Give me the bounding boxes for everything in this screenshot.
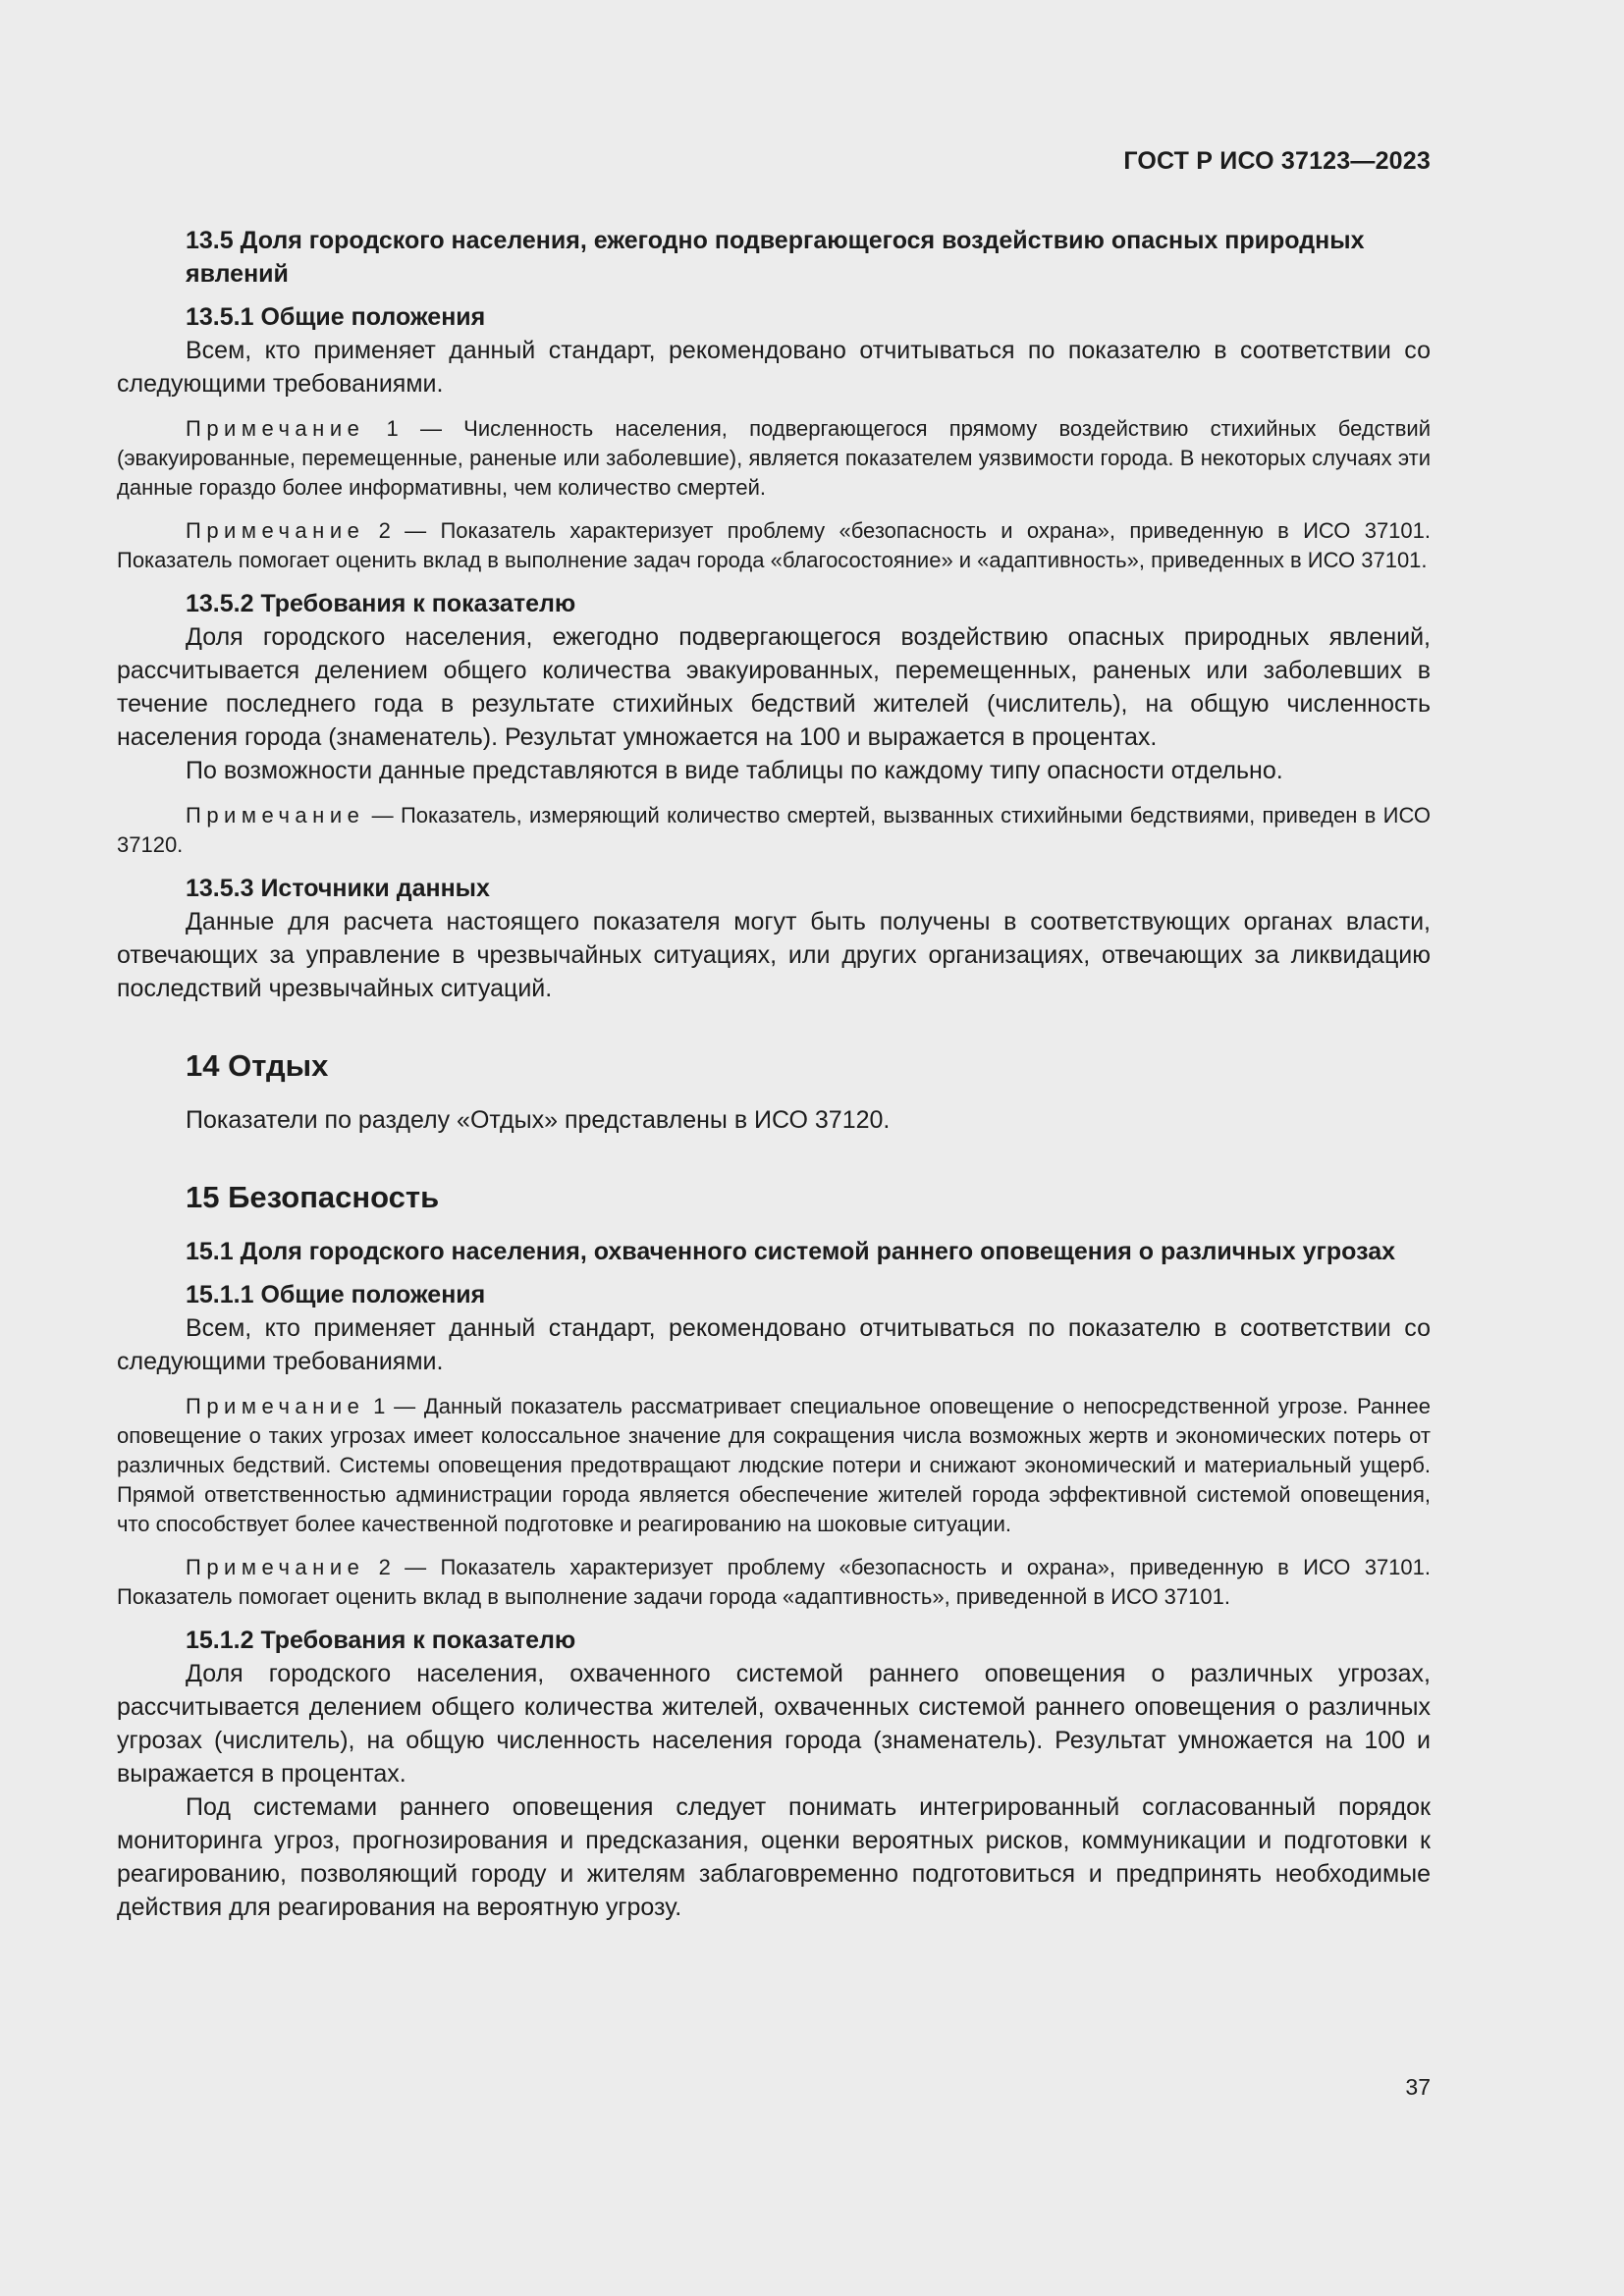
note-text: — Показатель, измеряющий количество смертей, вызванных стихийными бедствиями, приведен в ИСО 37120.	[117, 803, 1431, 857]
note	[117, 801, 1431, 860]
paragraph: Показатели по разделу «Отдых» представлены в ИСО 37120.	[186, 1106, 891, 1134]
note	[117, 1553, 1431, 1612]
section-15-1-1-title: 15.1.1 Общие положения	[186, 1281, 486, 1308]
section-15-1-2-title: 15.1.2 Требования к показателю	[186, 1627, 576, 1654]
section-13-5-title: 13.5 Доля городского населения, ежегодно подвергающегося воздействию опасных природных явлений	[186, 227, 1365, 288]
note-text: 1 — Данный показатель рассматривает специальное оповещение о непосредственной угрозе. Раннее оповещение о таких угрозах имеет колоссальное значение для сокращения числа возможных жертв и экономических потерь от различных бедствий. Системы оповещения предотвращают людские потери и снижают экономический и материальный ущерб. Прямой ответственностью администрации города является обеспечение жителей города эффективной системой оповещения, что способствует более качественной подготовке и реагированию на шоковые ситуации.	[117, 1394, 1431, 1536]
paragraph: Доля городского населения, охваченного системой раннего оповещения о различных угрозах, рассчитывается делением общего количества жителей, охваченных системой раннего оповещения о различных угрозах (числитель), на общую численность населения города (знаменатель). Результат умножается на 100 и выражается в процентах.	[117, 1660, 1431, 1788]
note-text: 1 — Численность населения, подвергающегося прямому воздействию стихийных бедствий (эвакуированные, перемещенные, раненые или заболевшие), является показателем уязвимости города. В некоторых случаях эти данные гораздо более информативны, чем количество смертей.	[117, 416, 1431, 500]
section-13-5-1-title: 13.5.1 Общие положения	[186, 303, 486, 331]
note-label: Примечание	[186, 416, 365, 441]
paragraph: Доля городского населения, ежегодно подвергающегося воздействию опасных природных явлений, рассчитывается делением общего количества эвакуированных, перемещенных, раненых или заболевших в течение последнего года в результате стихийных бедствий жителей (числитель), на общую численность населения города (знаменатель). Результат умножается на 100 и выражается в процентах.	[117, 623, 1431, 751]
document-page	[117, 0, 1431, 2296]
paragraph: По возможности данные представляются в виде таблицы по каждому типу опасности отдельно.	[186, 757, 1283, 784]
note	[117, 516, 1431, 575]
note-label: Примечание	[186, 803, 365, 828]
section-13-5-3-title: 13.5.3 Источники данных	[186, 875, 490, 902]
paragraph: Всем, кто применяет данный стандарт, рекомендовано отчитываться по показателю в соответствии со следующими требованиями.	[117, 1314, 1431, 1375]
paragraph: Под системами раннего оповещения следует понимать интегрированный согласованный порядок мониторинга угроз, прогнозирования и предсказания, оценки вероятных рисков, коммуникации и подготовки к реагированию, позволяющий городу и жителям заблаговременно подготовиться и предпринять необходимые действия для реагирования на вероятную угрозу.	[117, 1793, 1431, 1921]
page-number: 37	[1405, 2074, 1431, 2100]
note	[117, 414, 1431, 503]
note-label: Примечание	[186, 1394, 365, 1418]
document-code-header: ГОСТ Р ИСО 37123—2023	[1123, 147, 1431, 175]
section-14-title: 14 Отдых	[186, 1048, 329, 1083]
section-13-5-2-title: 13.5.2 Требования к показателю	[186, 590, 576, 617]
page-content	[117, 224, 1431, 1924]
note	[117, 1392, 1431, 1539]
note-text: 2 — Показатель характеризует проблему «безопасность и охрана», приведенную в ИСО 37101. Показатель помогает оценить вклад в выполнение задачи города «адаптивность», приведенной в ИСО 37101.	[117, 1555, 1431, 1609]
section-15-1-title: 15.1 Доля городского населения, охваченного системой раннего оповещения о различных угрозах	[186, 1238, 1396, 1265]
paragraph: Всем, кто применяет данный стандарт, рекомендовано отчитываться по показателю в соответствии со следующими требованиями.	[117, 337, 1431, 398]
note-text: 2 — Показатель характеризует проблему «безопасность и охрана», приведенную в ИСО 37101. Показатель помогает оценить вклад в выполнение задач города «благосостояние» и «адаптивность», приведенных в ИСО 37101.	[117, 518, 1431, 572]
section-15-title: 15 Безопасность	[186, 1180, 440, 1214]
note-label: Примечание	[186, 1555, 365, 1579]
paragraph: Данные для расчета настоящего показателя могут быть получены в соответствующих органах власти, отвечающих за управление в чрезвычайных ситуациях, или других организациях, отвечающих за ликвидацию последствий чрезвычайных ситуаций.	[117, 908, 1431, 1002]
note-label: Примечание	[186, 518, 365, 543]
